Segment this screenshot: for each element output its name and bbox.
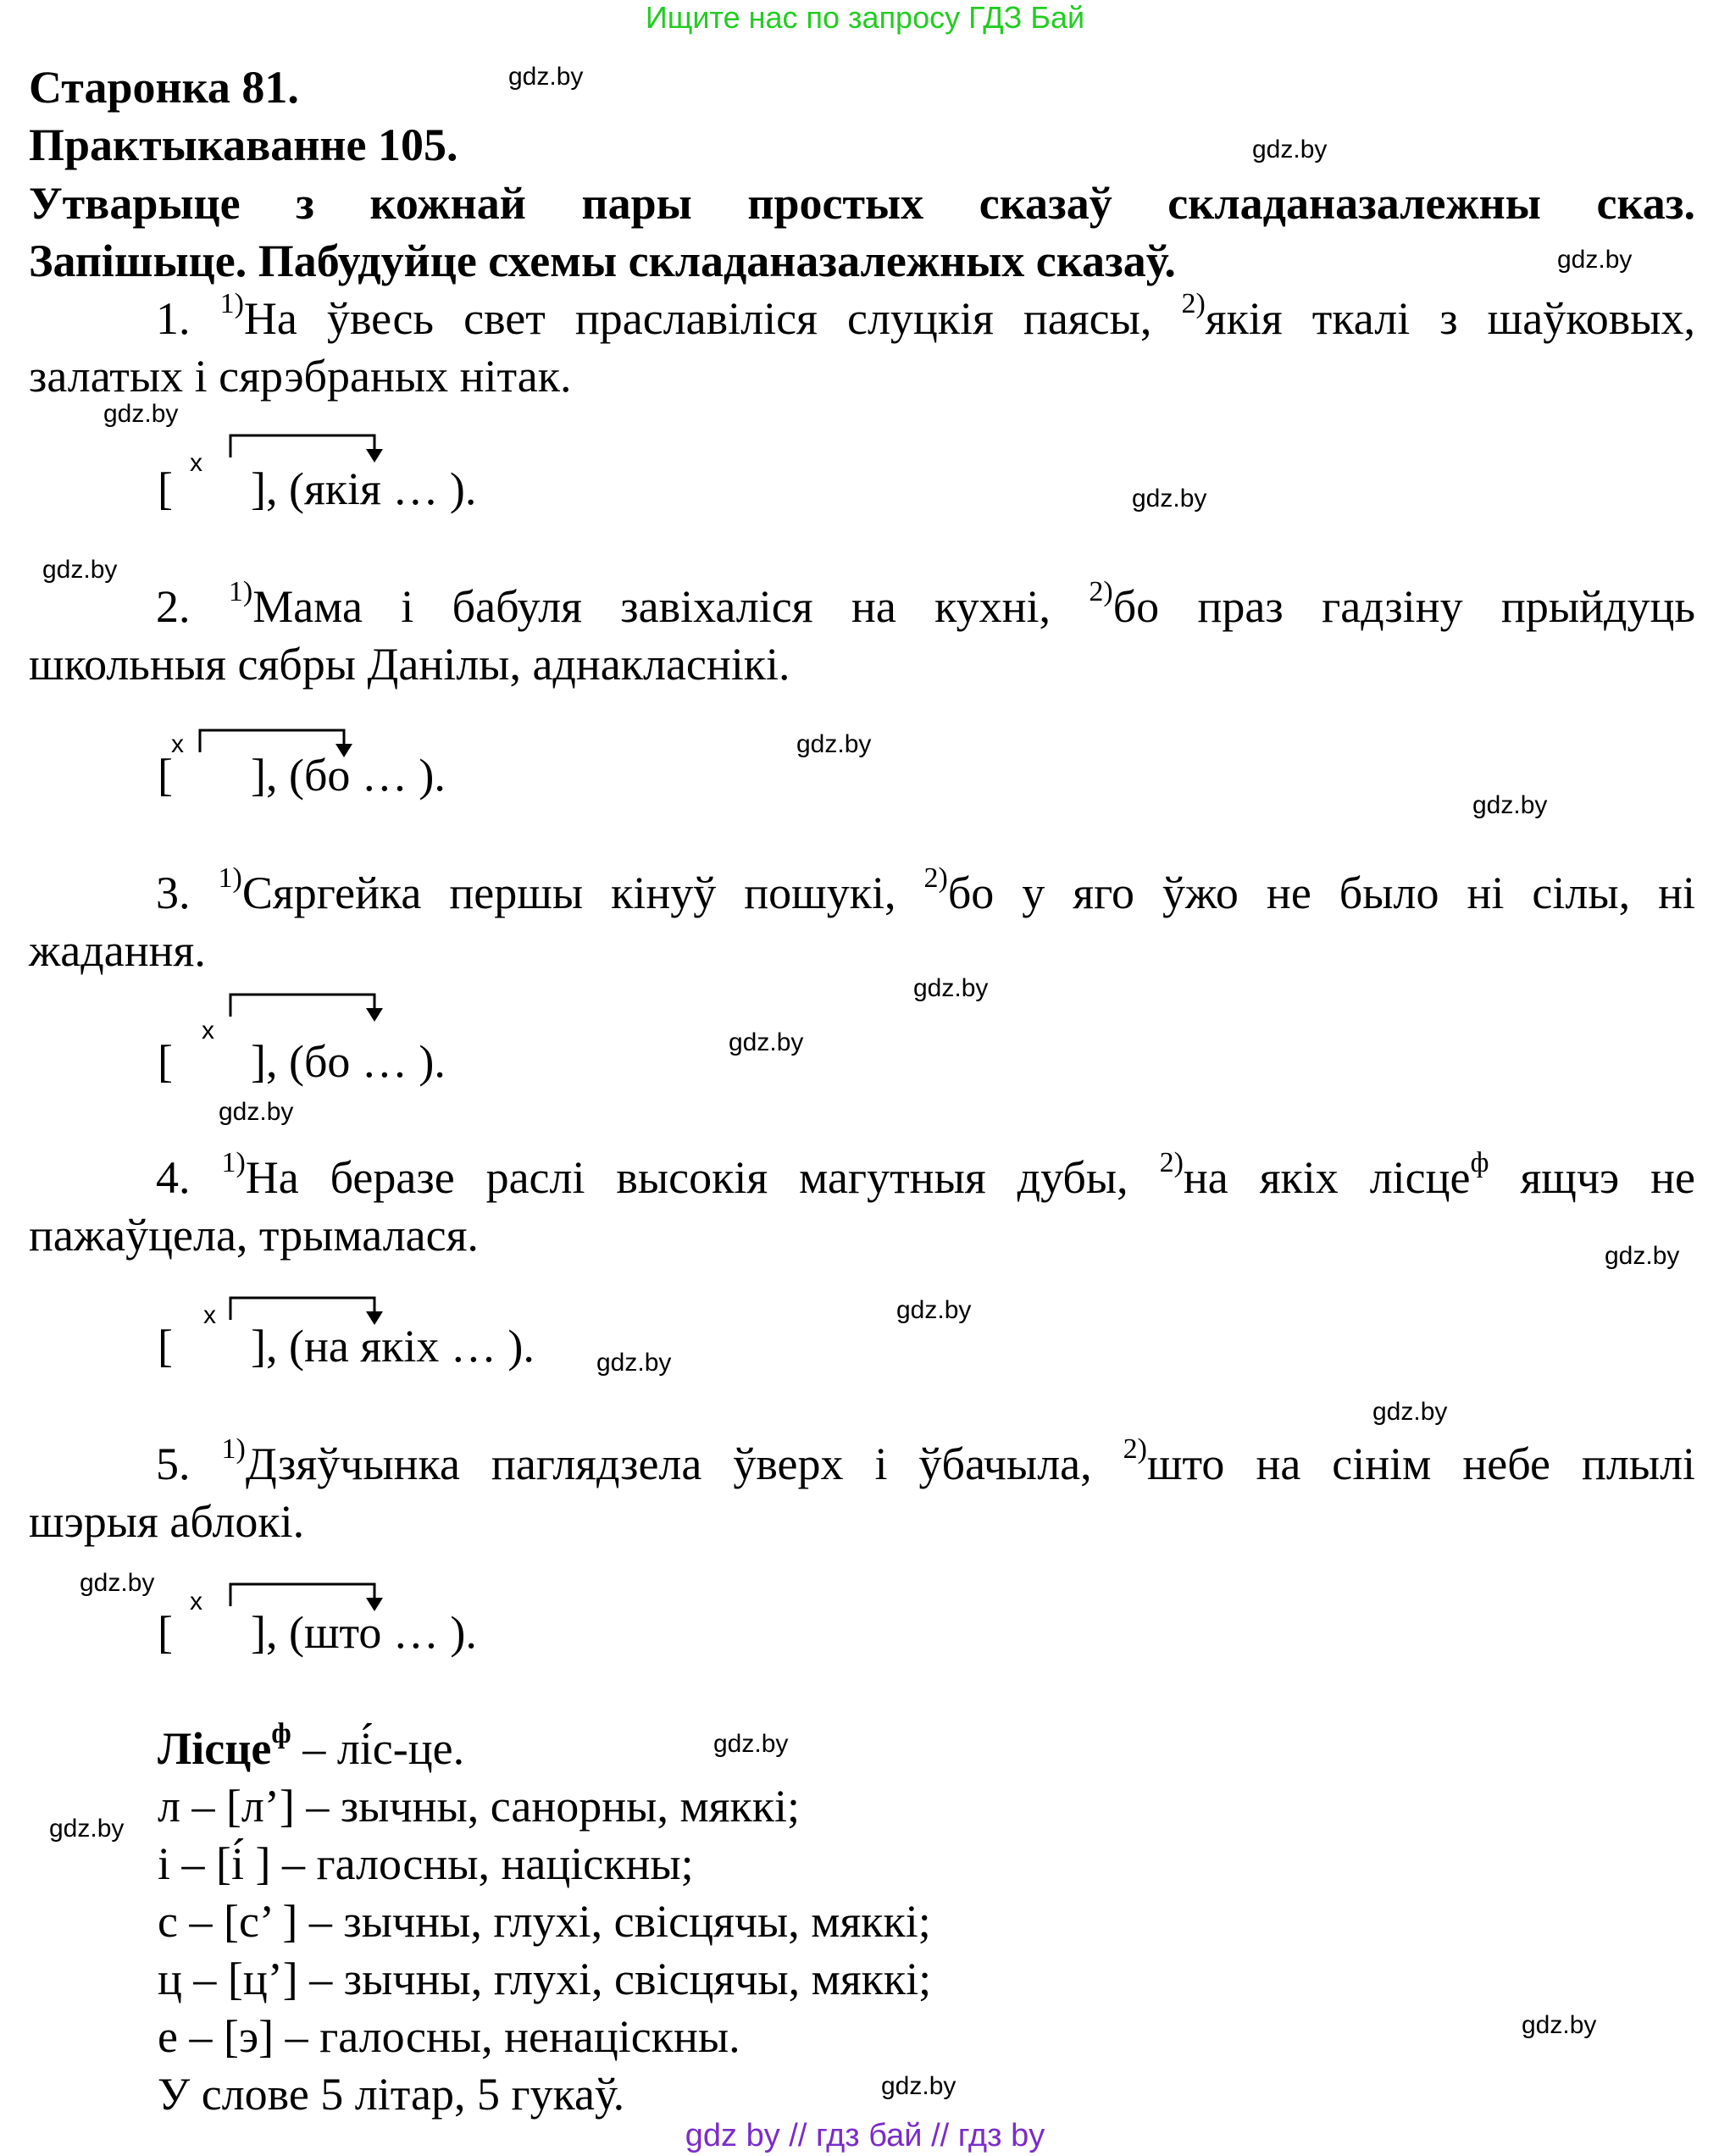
sentence-3-line-2: жадання. xyxy=(29,925,206,976)
scheme-1: [ ], (якія … ). xyxy=(158,463,477,514)
sentence-4-line-2: пажаўцела, трымалася. xyxy=(29,1210,479,1261)
sentence-1-line-2: залатых і сярэбраных нітак. xyxy=(29,351,572,402)
predicate-mark: x xyxy=(171,730,184,758)
task-line-1: Утварыце з кожнай пары простых сказаў складаназалежны сказ. xyxy=(29,178,1695,229)
watermark: gdz.by xyxy=(713,1730,789,1758)
watermark: gdz.by xyxy=(729,1028,804,1056)
watermark: gdz.by xyxy=(508,63,584,91)
phonetic-title: Лісце$^ф$ – лі́с-це. xyxy=(158,1718,465,1774)
phonetic-row: е – [э] – галосны, ненаціскны. xyxy=(158,2011,740,2062)
page-number: Старонка 81. xyxy=(29,62,299,113)
watermark: gdz.by xyxy=(913,974,989,1002)
watermark: gdz.by xyxy=(796,730,872,758)
phonetic-row: і – [і́ ] – галосны, націскны; xyxy=(158,1838,694,1889)
watermark: gdz.by xyxy=(1472,791,1548,819)
scheme-2: [ ], (бо … ). xyxy=(158,750,446,801)
scheme-3: [ ], (бо … ). xyxy=(158,1036,446,1087)
watermark: gdz.by xyxy=(881,2072,956,2100)
sentence-2-line-2: школьныя сябры Данілы, аднакласнікі. xyxy=(29,639,790,690)
watermark: gdz.by xyxy=(896,1296,972,1324)
sentence-3-line-1: 3. $^{1)}$Сяргейка першы кінуў пошукі, $^{2)}$бо у яго ўжо не было ні сілы, ні xyxy=(156,862,1696,918)
watermark: gdz.by xyxy=(1132,485,1207,513)
watermark: gdz.by xyxy=(49,1815,125,1843)
watermark: gdz.by xyxy=(1557,246,1633,274)
watermark: gdz.by xyxy=(596,1349,672,1377)
watermark: gdz.by xyxy=(1372,1398,1448,1426)
sentence-1-line-1: 1. $^{1)}$На ўвесь свет праславіліся слуцкія паясы, $^{2)}$якія ткалі з шаўковых, xyxy=(156,288,1695,344)
phonetic-row: ц – [ц’] – зычны, глухі, свісцячы, мяккі; xyxy=(158,1954,932,2004)
predicate-mark: x xyxy=(190,449,202,477)
predicate-mark: x xyxy=(190,1588,202,1616)
sentence-4-line-1: 4. $^{1)}$На беразе раслі высокія магутныя дубы, $^{2)}$на якіх лісце$^ф$ ящчэ не xyxy=(156,1147,1696,1203)
phonetic-row: л – [л’] – зычны, санорны, мяккі; xyxy=(158,1781,800,1832)
predicate-mark: x xyxy=(203,1301,216,1329)
scheme-arrow xyxy=(229,432,398,466)
task-line-2: Запішыце. Пабудуйце схемы складаназалежных сказаў. xyxy=(29,236,1176,286)
footer-links[interactable]: gdz by // гдз бай // гдз by xyxy=(685,2118,1045,2153)
watermark: gdz.by xyxy=(1252,136,1328,164)
scheme-arrow xyxy=(229,991,398,1025)
watermark: gdz.by xyxy=(219,1098,294,1126)
watermark: gdz.by xyxy=(1522,2011,1597,2039)
watermark: gdz.by xyxy=(1605,1242,1680,1270)
sentence-5-line-2: шэрыя аблокі. xyxy=(29,1496,305,1547)
exercise-title: Практыкаванне 105. xyxy=(29,119,458,170)
top-banner: Ищите нас по запросу ГДЗ Бай xyxy=(645,0,1085,35)
sentence-2-line-1: 2. $^{1)}$Мама і бабуля завіхаліся на кухні, $^{2)}$бо праз гадзіну прыйдуць xyxy=(156,576,1695,632)
watermark: gdz.by xyxy=(80,1569,155,1597)
sentence-5-line-1: 5. $^{1)}$Дзяўчынка паглядзела ўверх і ўбачыла, $^{2)}$што на сінім небе плылі xyxy=(156,1433,1696,1489)
scheme-5: [ ], (што … ). xyxy=(158,1607,477,1658)
scheme-4: [ ], (на якіх … ). xyxy=(158,1321,535,1372)
watermark: gdz.by xyxy=(42,556,118,584)
phonetic-summary: У слове 5 літар, 5 гукаў. xyxy=(158,2069,625,2120)
predicate-mark: x xyxy=(202,1017,214,1045)
phonetic-row: с – [с’ ] – зычны, глухі, свісцячы, мяккі; xyxy=(158,1896,931,1947)
watermark: gdz.by xyxy=(103,400,179,428)
